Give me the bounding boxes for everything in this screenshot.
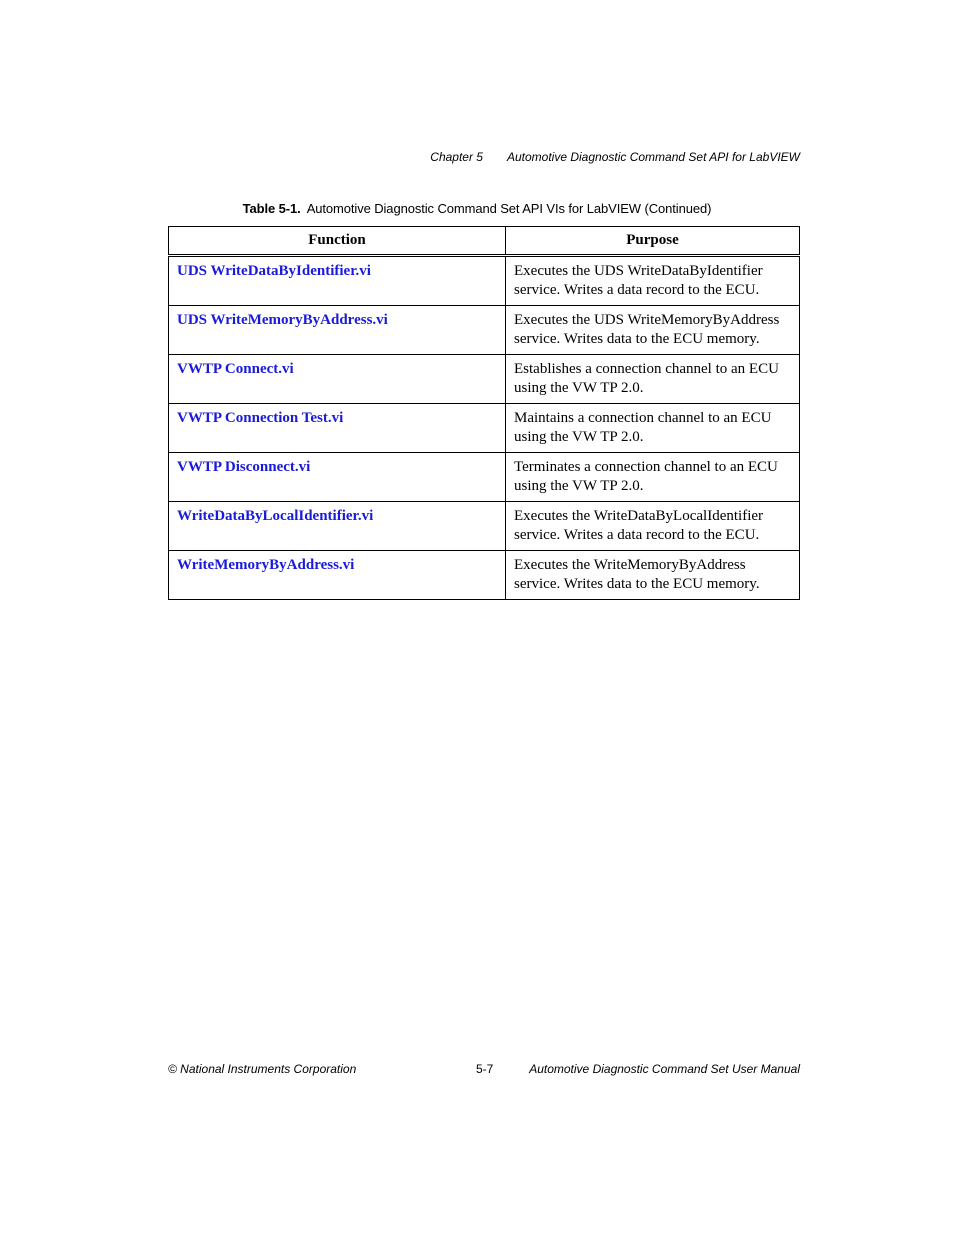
chapter-title: Automotive Diagnostic Command Set API for LabVIEW (506, 150, 800, 164)
function-cell (169, 355, 506, 404)
table-row (169, 453, 800, 502)
page-number: 5-7 (476, 1062, 494, 1076)
function-link-uds-writememorybyaddress[interactable]: UDS WriteMemoryByAddress.vi (177, 312, 388, 328)
table-caption (0, 201, 954, 216)
function-link-vwtp-connection-test[interactable]: VWTP Connection Test.vi (177, 410, 344, 426)
function-cell (169, 502, 506, 551)
table-row (169, 256, 800, 306)
function-link-vwtp-disconnect[interactable]: VWTP Disconnect.vi (177, 459, 311, 475)
purpose-cell: Executes the WriteDataByLocalIdentifier service. Writes a data record to the ECU. (506, 502, 800, 551)
table-caption-text: Automotive Diagnostic Command Set API VIs for LabVIEW (Continued) (306, 201, 712, 216)
purpose-cell: Maintains a connection channel to an ECU using the VW TP 2.0. (506, 404, 800, 453)
function-link-uds-writedatabyidentifier[interactable]: UDS WriteDataByIdentifier.vi (177, 263, 371, 279)
footer-manual-title: Automotive Diagnostic Command Set User Manual (529, 1062, 800, 1076)
table-caption-label: Table 5-1. (242, 201, 301, 216)
function-cell (169, 306, 506, 355)
purpose-cell: Terminates a connection channel to an ECU using the VW TP 2.0. (506, 453, 800, 502)
function-cell (169, 551, 506, 600)
table-header-row (169, 227, 800, 256)
purpose-cell: Executes the UDS WriteMemoryByAddress service. Writes data to the ECU memory. (506, 306, 800, 355)
function-link-vwtp-connect[interactable]: VWTP Connect.vi (177, 361, 294, 377)
function-cell (169, 256, 506, 306)
table-row (169, 551, 800, 600)
footer-copyright: © National Instruments Corporation (168, 1062, 357, 1076)
api-table (168, 226, 800, 600)
chapter-label: Chapter 5 (430, 150, 483, 164)
table-row (169, 306, 800, 355)
running-header (430, 150, 800, 164)
purpose-cell: Executes the WriteMemoryByAddress service. Writes data to the ECU memory. (506, 551, 800, 600)
purpose-cell: Establishes a connection channel to an ECU using the VW TP 2.0. (506, 355, 800, 404)
table-row (169, 502, 800, 551)
table-row (169, 355, 800, 404)
function-cell (169, 404, 506, 453)
function-cell (169, 453, 506, 502)
column-header-function: Function (169, 227, 506, 256)
function-link-writedatabylocalidentifier[interactable]: WriteDataByLocalIdentifier.vi (177, 508, 374, 524)
purpose-cell: Executes the UDS WriteDataByIdentifier service. Writes a data record to the ECU. (506, 256, 800, 306)
table-row (169, 404, 800, 453)
function-link-writememorybyaddress[interactable]: WriteMemoryByAddress.vi (177, 557, 355, 573)
column-header-purpose: Purpose (506, 227, 800, 256)
